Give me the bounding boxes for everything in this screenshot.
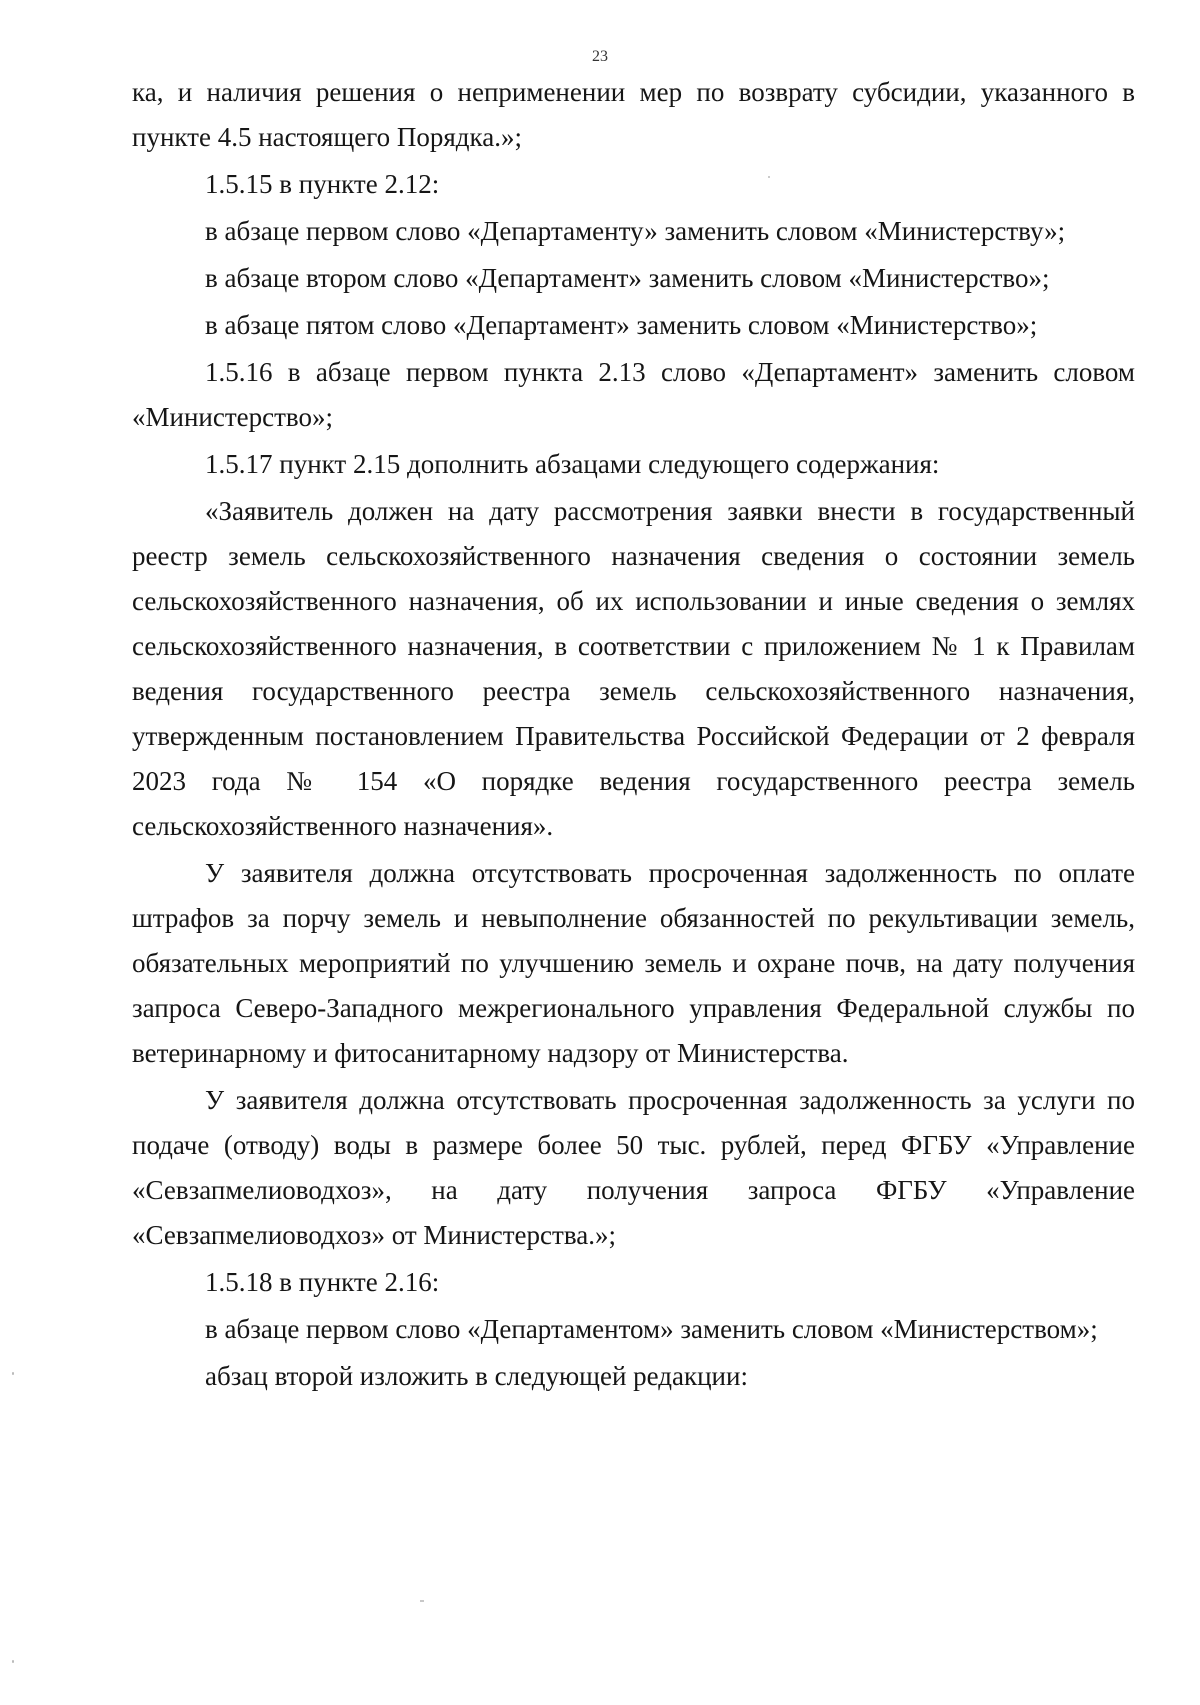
paragraph-abzac-first-ministry: в абзаце первом слово «Департаментом» заменить словом «Министерством»; (205, 1314, 1098, 1344)
paragraph-abzac-second-edit: абзац второй изложить в следующей редакции: (205, 1361, 748, 1391)
page-number: 23 (592, 48, 608, 65)
paragraph-item-1-5-18: 1.5.18 в пункте 2.16: (205, 1267, 440, 1297)
paragraph-item-1-5-17: 1.5.17 пункт 2.15 дополнить абзацами следующего содержания: (205, 449, 940, 479)
scan-speck (12, 1660, 14, 1663)
paragraph-item-1-5-16: 1.5.16 в абзаце первом пункта 2.13 слово «Департамент» заменить словом «Министерство»; (132, 357, 1135, 432)
paragraph-applicant-water: У заявителя должна отсутствовать просроченная задолженность за услуги по подаче (отводу) воды в размере более 50 тыс. рублей, перед ФГБУ «Управление «Севзапмелиоводхоз», на дату получения запроса ФГБУ «Управление «Севзапмелиоводхоз» от Министерства.»; (132, 1085, 1135, 1250)
scan-speck (768, 176, 770, 178)
paragraph-abzac-second: в абзаце втором слово «Департамент» заменить словом «Министерство»; (205, 263, 1050, 293)
paragraph-abzac-first: в абзаце первом слово «Департаменту» заменить словом «Министерству»; (205, 216, 1066, 246)
paragraph-continuation: ка, и наличия решения о неприменении мер по возврату субсидии, указанного в пункте 4.5 настоящего Порядка.»; (132, 77, 1135, 152)
scan-speck (12, 1372, 14, 1375)
paragraph-applicant-registry: «Заявитель должен на дату рассмотрения заявки внести в государственный реестр земель сельскохозяйственного назначения сведения о состоянии земель сельскохозяйственного назначения, об их использовании и иные сведения о землях сельскохозяйственного назначения, в соответствии с приложением № 1 к Правилам ведения государственного реестра земель сельскохозяйственного назначения, утвержденным постановлением Правительства Российской Федерации от 2 февраля 2023 года № 154 «О порядке ведения государственного реестра земель сельскохозяйственного назначения». (132, 496, 1135, 841)
paragraph-abzac-fifth: в абзаце пятом слово «Департамент» заменить словом «Министерство»; (205, 310, 1038, 340)
paragraph-applicant-fines: У заявителя должна отсутствовать просроченная задолженность по оплате штрафов за порчу земель и невыполнение обязанностей по рекультивации земель, обязательных мероприятий по улучшению земель и охране почв, на дату получения запроса Северо-Западного межрегионального управления Федеральной службы по ветеринарному и фитосанитарному надзору от Министерства. (132, 858, 1135, 1068)
scan-speck (420, 1600, 424, 1602)
document-body (132, 70, 1135, 1399)
paragraph-item-1-5-15: 1.5.15 в пункте 2.12: (205, 169, 440, 199)
